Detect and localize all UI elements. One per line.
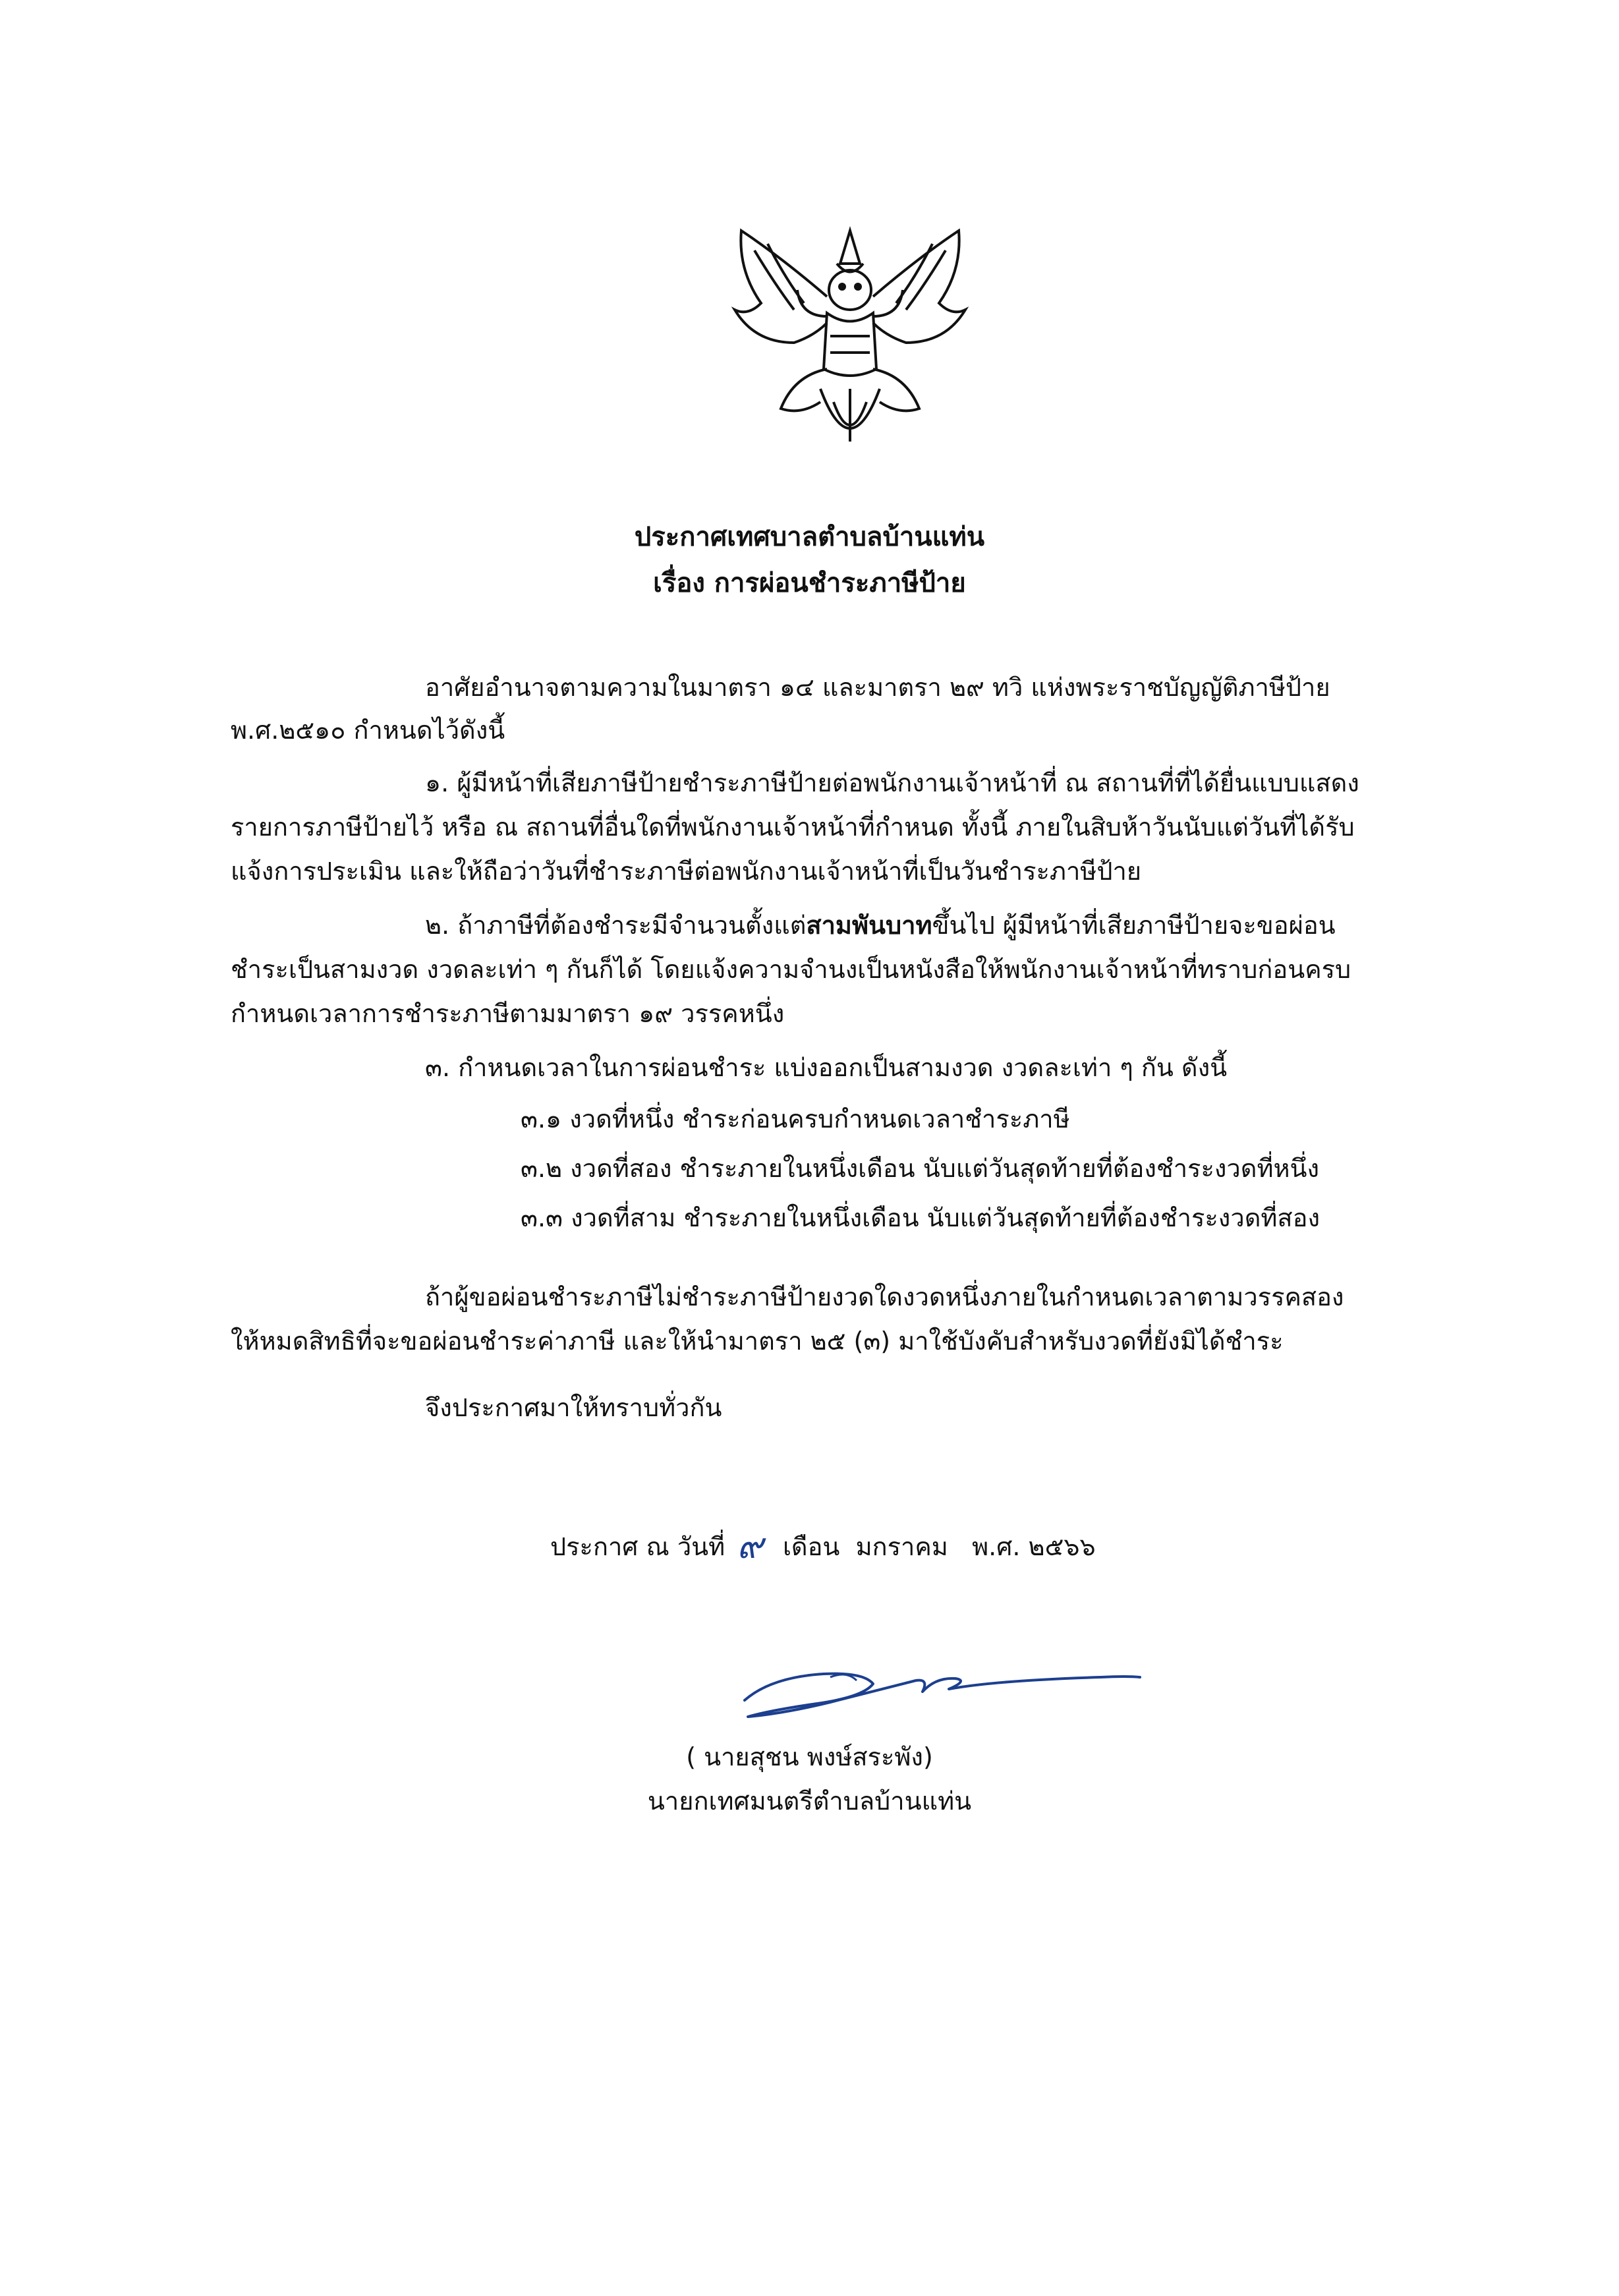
intro-line-2: พ.ศ.๒๕๑๐ กำหนดไว้ดังนี้ — [231, 716, 505, 745]
date-prefix: ประกาศ ณ วันที่ — [550, 1532, 725, 1561]
item-2-line-3: กำหนดเวลาการชำระภาษีตามมาตรา ๑๙ วรรคหนึ่ง — [231, 999, 785, 1028]
closing-line: จึงประกาศมาให้ทราบทั่วกัน — [425, 1393, 722, 1422]
item-3-line: ๓. กำหนดเวลาในการผ่อนชำระ แบ่งออกเป็นสามงวด งวดละเท่า ๆ กัน ดังนี้ — [425, 1053, 1228, 1082]
item-3-3-line: ๓.๓ งวดที่สาม ชำระภายในหนึ่งเดือน นับแต่วันสุดท้ายที่ต้องชำระงวดที่สอง — [521, 1203, 1320, 1232]
announcement-title: ประกาศเทศบาลตำบลบ้านแท่น — [634, 522, 985, 552]
date-line — [550, 1525, 1096, 1566]
signatory-position: นายกเทศมนตรีตำบลบ้านแท่น — [647, 1787, 972, 1816]
item-3-2-line: ๓.๒ งวดที่สอง ชำระภายในหนึ่งเดือน นับแต่วันสุดท้ายที่ต้องชำระงวดที่หนึ่ง — [521, 1154, 1320, 1183]
item-2-text-a: ๒. ถ้าภาษีที่ต้องชำระมีจำนวนตั้งแต่ — [425, 911, 807, 940]
date-year: ๒๕๖๖ — [1028, 1532, 1096, 1561]
item-1-line-2: รายการภาษีป้ายไว้ หรือ ณ สถานที่อื่นใดที่พนักงานเจ้าหน้าที่กำหนด ทั้งนี้ ภายในสิบห้าวันนับแต่วันที่ได้รับ — [231, 813, 1355, 842]
date-month-label: เดือน — [782, 1532, 840, 1561]
paragraph-line-1: ถ้าผู้ขอผ่อนชำระภาษีไม่ชำระภาษีป้ายงวดใดงวดหนึ่งภายในกำหนดเวลาตามวรรคสอง — [425, 1282, 1344, 1311]
item-2-line-1 — [425, 907, 1336, 944]
paragraph-line-2: ให้หมดสิทธิที่จะขอผ่อนชำระค่าภาษี และให้นำมาตรา ๒๕ (๓) มาใช้บังคับสำหรับงวดที่ยังมิได้ชำระ — [231, 1327, 1284, 1356]
item-2-line-2: ชำระเป็นสามงวด งวดละเท่า ๆ กันก็ได้ โดยแจ้งความจำนงเป็นหนังสือให้พนักงานเจ้าหน้าที่ทราบก่อนครบ — [231, 955, 1351, 984]
date-year-label: พ.ศ. — [972, 1532, 1021, 1561]
item-1-line-1: ๑. ผู้มีหน้าที่เสียภาษีป้ายชำระภาษีป้ายต่อพนักงานเจ้าหน้าที่ ณ สถานที่ที่ได้ยื่นแบบแสดง — [425, 768, 1359, 797]
item-1-line-3: แจ้งการประเมิน และให้ถือว่าวันที่ชำระภาษีต่อพนักงานเจ้าหน้าที่เป็นวันชำระภาษีป้าย — [231, 857, 1142, 886]
announcement-subject: เรื่อง การผ่อนชำระภาษีป้าย — [653, 568, 966, 598]
item-3-1-line: ๓.๑ งวดที่หนึ่ง ชำระก่อนครบกำหนดเวลาชำระภาษี — [521, 1105, 1070, 1134]
intro-line-1: อาศัยอำนาจตามความในมาตรา ๑๔ และมาตรา ๒๙ ทวิ แห่งพระราชบัญญัติภาษีป้าย — [425, 673, 1330, 702]
date-day-handwritten: ๙ — [737, 1525, 763, 1566]
item-2-emphasis: สามพันบาท — [806, 911, 932, 940]
item-2-text-c: ขึ้นไป ผู้มีหน้าที่เสียภาษีป้ายจะขอผ่อน — [932, 911, 1336, 940]
date-month: มกราคม — [855, 1532, 948, 1561]
handwritten-signature — [731, 1651, 1153, 1723]
signatory-name: ( นายสุชน พงษ์สระพัง) — [686, 1742, 933, 1771]
garuda-emblem-icon — [722, 217, 979, 468]
